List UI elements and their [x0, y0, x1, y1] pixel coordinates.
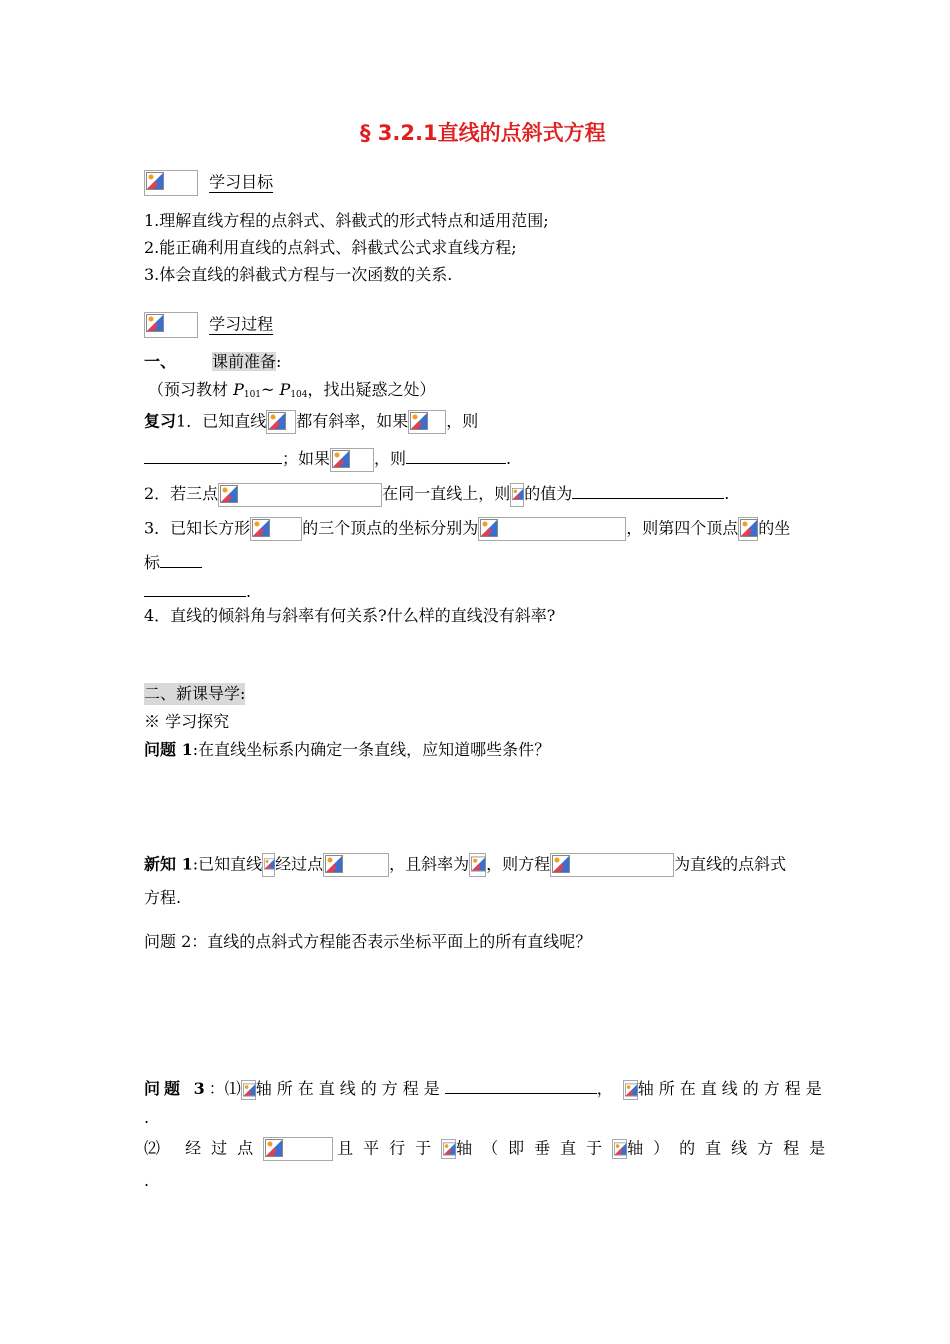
text: P	[233, 380, 244, 399]
text: .	[246, 582, 252, 601]
knowledge-label: 新知 1	[144, 854, 193, 874]
broken-image-icon	[218, 483, 382, 507]
text: 经过点	[275, 854, 324, 874]
question-3	[144, 1077, 827, 1100]
answer-blank	[144, 447, 282, 464]
text: 的坐	[758, 518, 791, 538]
colon: :	[276, 352, 282, 371]
text: 3．已知长方形	[144, 518, 251, 538]
text: 1．已知直线	[176, 411, 267, 431]
broken-image-icon	[250, 517, 302, 541]
text: 的三个顶点的坐标分别为	[302, 518, 479, 538]
text: ：⑴	[208, 1079, 241, 1098]
review-q2	[144, 482, 729, 507]
answer-blank	[160, 551, 202, 568]
text: ~	[261, 380, 280, 399]
part2-heading: 二、新课导学:	[144, 684, 246, 703]
question-3-cont: .	[144, 1108, 150, 1127]
broken-image-icon	[738, 517, 758, 541]
text: 轴（即垂直于	[456, 1138, 613, 1158]
answer-blank	[144, 580, 246, 597]
preview-note	[148, 379, 436, 406]
broken-image-icon	[612, 1139, 627, 1159]
broken-image-icon	[144, 170, 198, 196]
review-q3-cont	[144, 551, 202, 574]
text: 在同一直线上，则	[382, 484, 511, 503]
text: ⑵ 经过点	[144, 1138, 264, 1158]
text: 标	[144, 553, 161, 572]
broken-image-icon	[441, 1139, 456, 1159]
broken-image-icon	[263, 1137, 333, 1161]
text: ，则方程	[486, 854, 551, 874]
question-3-part2	[144, 1137, 835, 1161]
question-1	[144, 739, 550, 761]
section-learning-process-header	[144, 312, 273, 338]
broken-image-icon	[241, 1080, 256, 1100]
text: :已知直线	[192, 854, 263, 874]
part1-heading	[144, 351, 281, 373]
question-label: 问题 1	[144, 740, 193, 759]
question-label: 问题 3	[144, 1079, 209, 1098]
text: （预习教材	[148, 380, 234, 399]
broken-image-icon	[550, 853, 674, 877]
section-label: 学习目标	[209, 172, 274, 192]
text: ，则	[374, 449, 407, 468]
question-2: 问题 2：直线的点斜式方程能否表示坐标平面上的所有直线呢？	[144, 932, 592, 951]
text: 101	[243, 390, 262, 400]
text: 轴所在直线的方程是	[255, 1079, 445, 1098]
broken-image-icon	[330, 448, 374, 472]
broken-image-icon	[144, 312, 198, 338]
broken-image-icon	[266, 410, 296, 434]
text: ，且斜率为	[389, 854, 470, 874]
answer-blank	[445, 1077, 597, 1094]
broken-image-icon	[469, 853, 486, 877]
text: 104	[290, 390, 308, 400]
part-number: 一、	[144, 352, 177, 371]
new-knowledge-1-cont: 方程.	[144, 888, 182, 907]
broken-image-icon	[478, 517, 626, 541]
text: ，找出疑惑之处）	[307, 380, 436, 399]
broken-image-icon	[623, 1080, 638, 1100]
text: 且平行于	[337, 1138, 442, 1158]
text: .	[506, 449, 512, 468]
page-title: § 3.2.1直线的点斜式方程	[360, 121, 606, 145]
text: ，则第四个顶点	[626, 518, 739, 538]
broken-image-icon	[408, 410, 446, 434]
new-knowledge-1	[144, 853, 786, 877]
review-q1-cont	[144, 447, 511, 472]
goal-item: 2.能正确利用直线的点斜式、斜截式公式求直线方程;	[144, 238, 517, 257]
section-learning-goals-header	[144, 170, 273, 196]
text: 的值为	[524, 484, 573, 503]
text: 轴所在直线的方程是	[637, 1079, 827, 1098]
part-title: 课前准备	[212, 352, 277, 371]
broken-image-icon	[323, 853, 389, 877]
text: 2．若三点	[144, 484, 219, 503]
text: 都有斜率，如果	[296, 411, 409, 431]
text: .	[724, 484, 730, 503]
section-label: 学习过程	[209, 314, 274, 334]
review-q4: 4．直线的倾斜角与斜率有何关系?什么样的直线没有斜率?	[144, 606, 556, 625]
broken-image-icon	[262, 853, 275, 877]
goal-item: 1.理解直线方程的点斜式、斜截式的形式特点和适用范围;	[144, 211, 549, 230]
answer-blank	[572, 482, 724, 499]
text: P	[279, 380, 291, 399]
review-q3	[144, 517, 790, 541]
review-q3-cont2	[144, 580, 251, 603]
explore-heading: ※ 学习探究	[144, 712, 230, 731]
answer-blank	[406, 447, 506, 464]
text: ，	[596, 1079, 613, 1098]
review-q1	[144, 410, 478, 434]
text: 为直线的点斜式	[674, 854, 787, 874]
text: 轴）的直线方程是	[627, 1138, 836, 1158]
broken-image-icon	[510, 483, 524, 507]
goal-item: 3.体会直线的斜截式方程与一次函数的关系.	[144, 265, 453, 284]
text: ，则	[446, 411, 479, 431]
question-3-part2-cont: .	[144, 1171, 150, 1190]
text: :在直线坐标系内确定一条直线，应知道哪些条件？	[192, 740, 551, 759]
review-label: 复习	[144, 411, 177, 431]
text: ；如果	[282, 449, 331, 468]
